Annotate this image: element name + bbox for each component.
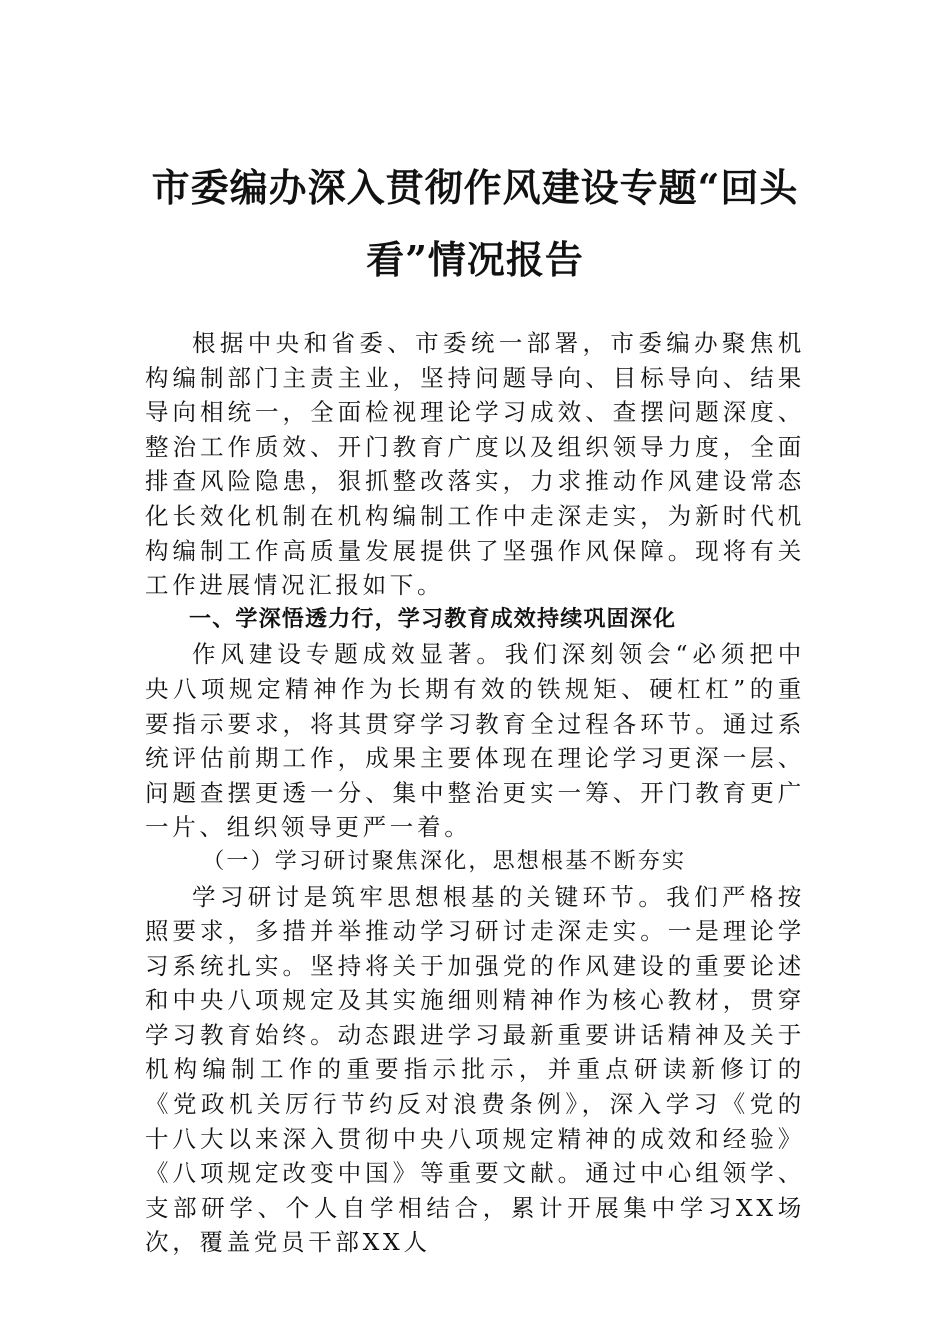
title-line-1: 市委编办深入贯彻作风建设专题“回头 <box>151 165 799 210</box>
section-1-paragraph: 作风建设专题成效显著。我们深刻领会“必须把中央八项规定精神作为长期有效的铁规矩、硬杠杠”的重要指示要求，将其贯穿学习教育全过程各环节。通过系统评估前期工作，成果主要体现在理论学习更深一层、问题查摆更透一分、集中整治更实一筹、开门教育更广一片、组织领导更严一着。 <box>145 640 805 842</box>
subsection-1-1-paragraph: 学习研讨是筑牢思想根基的关键环节。我们严格按照要求，多措并举推动学习研讨走深走实。一是理论学习系统扎实。坚持将关于加强党的作风建设的重要论述和中央八项规定及其实施细则精神作为核心教材，贯穿学习教育始终。动态跟进学习最新重要讲话精神及关于机构编制工作的重要指示批示，并重点研读新修订的《党政机关厉行节约反对浪费条例》，深入学习《党的十八大以来深入贯彻中央八项规定精神的成效和经验》《八项规定改变中国》等重要文献。通过中心组领学、支部研学、个人自学相结合，累计开展集中学习XX场次，覆盖党员干部XX人 <box>145 882 805 1257</box>
intro-paragraph: 根据中央和省委、市委统一部署，市委编办聚焦机构编制部门主责主业，坚持问题导向、目标导向、结果导向相统一，全面检视理论学习成效、查摆问题深度、整治工作质效、开门教育广度以及组织领导力度，全面排查风险隐患，狠抓整改落实，力求推动作风建设常态化长效化机制在机构编制工作中走深走实，为新时代机构编制工作高质量发展提供了坚强作风保障。现将有关工作进展情况汇报如下。 <box>145 329 805 600</box>
title-line-2: 看”情况报告 <box>366 237 584 282</box>
document-title <box>140 152 810 296</box>
document-body <box>145 326 805 1260</box>
section-heading-1: 一、学深悟透力行，学习教育成效持续巩固深化 <box>189 606 677 632</box>
subsection-heading-1-1: （一）学习研讨聚焦深化，思想根基不断夯实 <box>202 848 687 874</box>
